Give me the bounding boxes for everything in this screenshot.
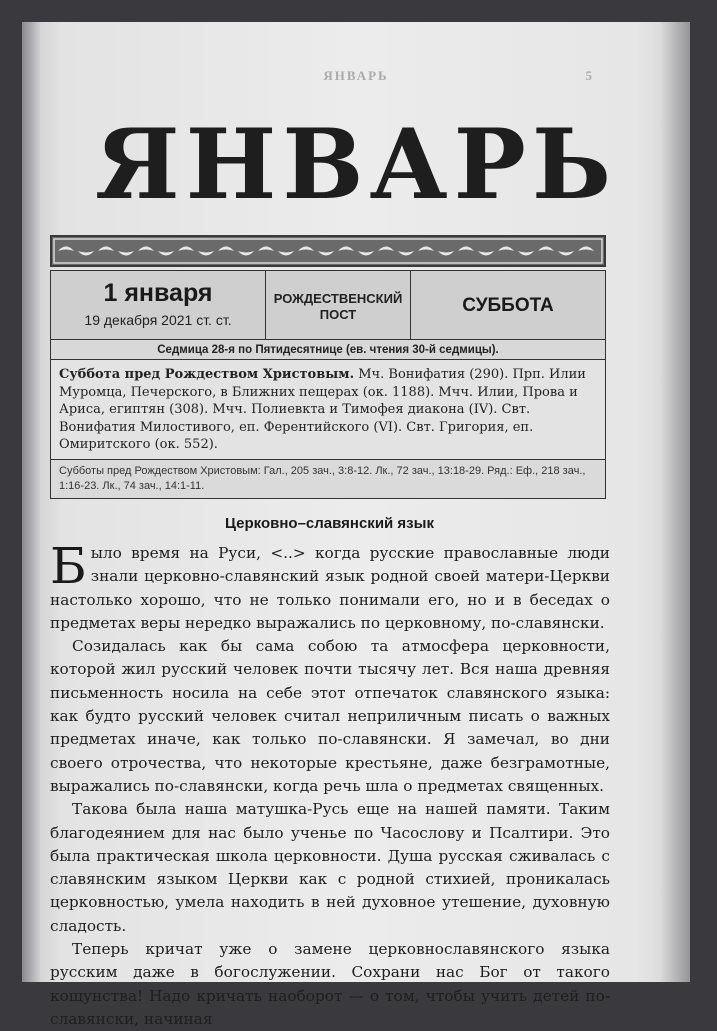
leaf-icon (578, 247, 594, 252)
leaf-icon (238, 251, 254, 256)
month-title: ЯНВАРЬ (94, 108, 618, 221)
book-page (22, 22, 690, 1028)
leaf-icon (78, 251, 94, 256)
saints-lead: Суббота пред Рождеством Христовым. (59, 367, 355, 382)
weekday-cell: СУББОТА (462, 295, 554, 316)
article-body (50, 537, 610, 1031)
leaf-icon (178, 247, 194, 252)
leaf-icon (538, 247, 554, 252)
date-cell (51, 271, 266, 339)
leaf-icon (418, 247, 434, 252)
leaf-icon (478, 251, 494, 256)
paragraph-1-text: ыло время на Руси, <..> когда русские православные люди знали церковно-славянский язык родной своей матери-Церкви настолько хорошо, что не только понимали его, но и в беседах о предметах веры нередко выражались по церковному, по-славянски. (50, 544, 610, 632)
leaf-icon (438, 251, 454, 256)
day-calendar-table (50, 270, 606, 499)
running-head: ЯНВАРЬ (323, 68, 389, 83)
leaf-icon (518, 251, 534, 256)
leaf-ornament-icon (52, 237, 604, 265)
leaf-icon (458, 247, 474, 252)
leaf-icon (318, 251, 334, 256)
leaf-icon (378, 247, 394, 252)
week-info: Седмица 28-я по Пятидесятнице (ев. чтения 30-й седмицы). (51, 340, 605, 360)
paragraph-4: Теперь кричат уже о замене церковнославянского языка русским даже в богослужении. Сохрани нас Бог от такого кощунства! Надо кричать наоборот — о том, чтобы учить детей по-славянски, начиная (50, 940, 610, 1028)
leaf-icon (398, 251, 414, 256)
paragraph-3: Такова была наша матушка-Русь еще на нашей памяти. Таким благодеянием для нас было ученье по Часослову и Псалтири. Это была практическая школа церковности. Душа русская сживалась с славянским языком Церкви как с родной стихией, проникалась церковностью, умела находить в ней духовное утешение, духовную сладость. (50, 800, 610, 935)
ornament-band (50, 235, 606, 267)
leaf-icon (98, 247, 114, 252)
article-title: Церковно–славянский язык (225, 515, 434, 532)
leaf-icon (218, 247, 234, 252)
leaf-icon (58, 247, 74, 252)
day-header-row (51, 271, 605, 340)
leaf-icon (558, 251, 574, 256)
leaf-icon (298, 247, 314, 252)
leaf-icon (118, 251, 134, 256)
leaf-icon (198, 251, 214, 256)
saints-commemorations (51, 360, 605, 460)
leaf-icon (258, 247, 274, 252)
saints-text: Мч. Вонифатия (290). Прп. Илии Муромца, Печерского, в Ближних пещерах (ок. 1188). Мчч. Илии, Прова и Ариса, египтян (308). Мчч. Полиевкта и Тимофея диакона (IV). Свт. Вонифатия Милостивого, еп. Ферентийского (VI). Свт. Григория, еп. Омиритского (ок. 552). (59, 367, 586, 452)
leaf-icon (358, 251, 374, 256)
page-number: 5 (585, 68, 592, 83)
scripture-readings: Субботы пред Рождеством Христовым: Гал., 205 зач., 3:8-12. Лк., 72 зач., 13:18-29. Ряд.: Еф., 218 зач., 1:16-23. Лк., 74 зач., 14:1-11. (51, 460, 605, 498)
date-main: 1 января (103, 279, 213, 307)
leaf-icon (158, 251, 174, 256)
fast-cell: РОЖДЕСТВЕНСКИЙ ПОСТ (266, 271, 411, 339)
paragraph-1 (50, 537, 610, 635)
drop-cap: Б (50, 537, 87, 595)
leaf-icon (338, 247, 354, 252)
leaf-icon (498, 247, 514, 252)
paragraph-2: Созидалась как бы сама собою та атмосфера церковности, которой жил русский человек почти тысячу лет. Вся наша древняя письменность носила на себе этот отпечаток славянского языка: как будто русский человек считал неприличным писать о важных предметах иначе, как только по-славянски. Я замечал, во дни своего отрочества, что некоторые крестьяне, даже безграмотные, выражались по-славянски, когда речь шла о предметах священных. (50, 637, 610, 795)
old-style-date: 19 декабря 2021 ст. ст. (84, 312, 232, 328)
leaf-icon (278, 251, 294, 256)
leaf-icon (138, 247, 154, 252)
